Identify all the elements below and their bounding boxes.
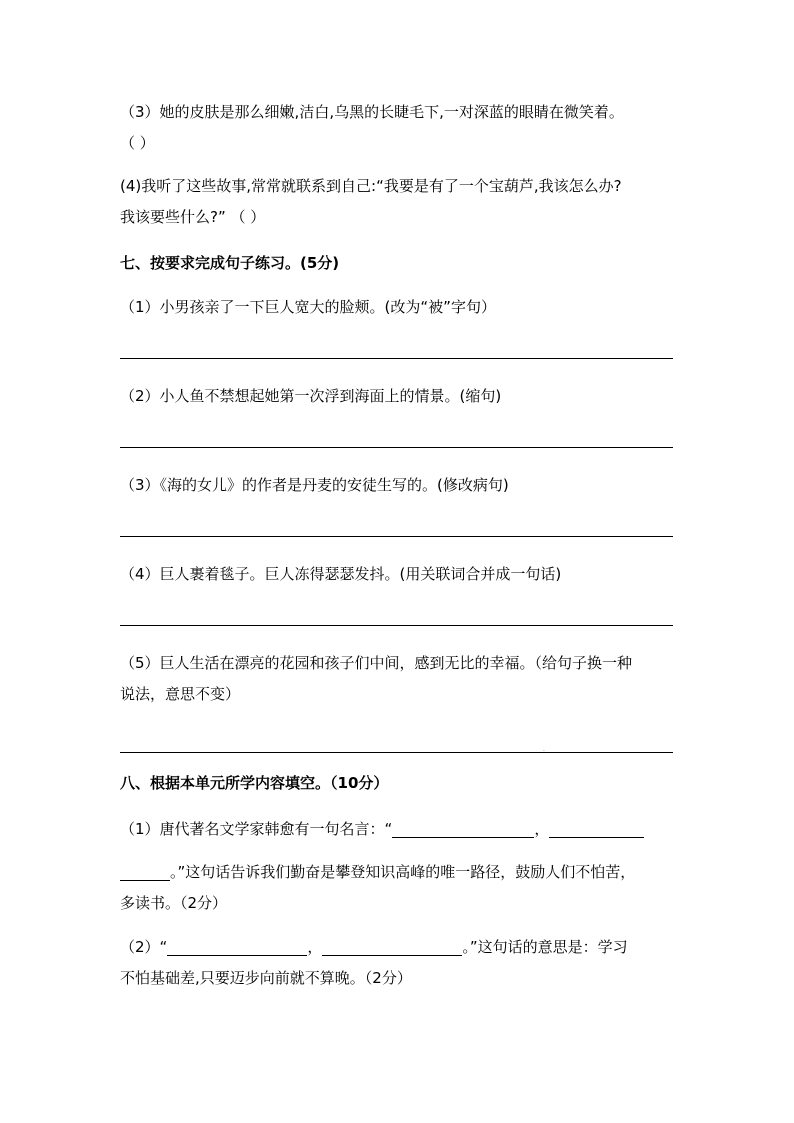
q8-1-blank-2a[interactable]	[549, 819, 644, 838]
q8-2-end: 。”这句话的意思是：学习	[462, 938, 628, 956]
q7-1-answer-line[interactable]	[120, 358, 673, 359]
q7-2-prompt: （2）小人鱼不禁想起她第一次浮到海面上的情景。(缩句)	[120, 387, 502, 405]
q7-4-answer-line[interactable]	[120, 625, 673, 626]
q8-2-comma: ，	[307, 938, 323, 956]
q7-5-answer-line[interactable]	[120, 752, 673, 753]
stray-mark: .	[543, 746, 545, 753]
q8-2-open: （2）“	[120, 938, 168, 956]
q8-1-line1	[120, 814, 675, 845]
q7-3-prompt: （3）《海的女儿》的作者是丹麦的安徒生写的。(修改病句)	[120, 476, 509, 494]
q7-4-prompt: （4）巨人裹着毯子。巨人冻得瑟瑟发抖。(用关联词合并成一句话)	[120, 565, 562, 583]
q6-3-answer-paren: （ ）	[120, 134, 155, 152]
q8-1-line3: 多读书。（2分）	[120, 894, 228, 912]
section7-title: 七、按要求完成句子练习。(5分)	[120, 254, 340, 272]
q8-1-blank-2b[interactable]	[120, 862, 170, 881]
q6-3-line1: （3）她的皮肤是那么细嫩,洁白,乌黑的长睫毛下,一对深蓝的眼睛在微笑着。	[120, 103, 624, 121]
q6-4-line2: 我该要些什么?” （ ）	[120, 208, 266, 226]
q7-1-prompt: （1）小男孩亲了一下巨人宽大的脸颊。(改为“被”字句）	[120, 298, 496, 316]
q8-1-blank-1[interactable]	[392, 819, 534, 838]
section8-title: 八、根据本单元所学内容填空。（10分）	[120, 774, 389, 792]
q6-4-line1: (4)我听了这些故事,常常就联系到自己:“我要是有了一个宝葫芦,我该怎么办?	[120, 177, 622, 195]
q7-3-answer-line[interactable]	[120, 536, 673, 537]
q8-2-blank-1[interactable]	[167, 937, 307, 956]
q8-2-line1	[120, 932, 675, 963]
q8-2-line2: 不怕基础差,只要迈步向前就不算晚。（2分）	[120, 969, 412, 987]
q8-1-line2-end: 。”这句话告诉我们勤奋是攀登知识高峰的唯一路径，鼓励人们不怕苦，	[170, 863, 636, 881]
q8-1-line2	[120, 857, 675, 888]
q7-5-prompt-line2: 说法，意思不变）	[120, 685, 241, 703]
q8-2-blank-2[interactable]	[322, 937, 462, 956]
q8-1-comma: ，	[534, 820, 550, 838]
q7-5-prompt-line1: （5）巨人生活在漂亮的花园和孩子们中间，感到无比的幸福。（给句子换一种	[120, 654, 633, 672]
q8-1-prefix: （1）唐代著名文学家韩愈有一句名言：“	[120, 820, 393, 838]
q7-2-answer-line[interactable]	[120, 447, 673, 448]
